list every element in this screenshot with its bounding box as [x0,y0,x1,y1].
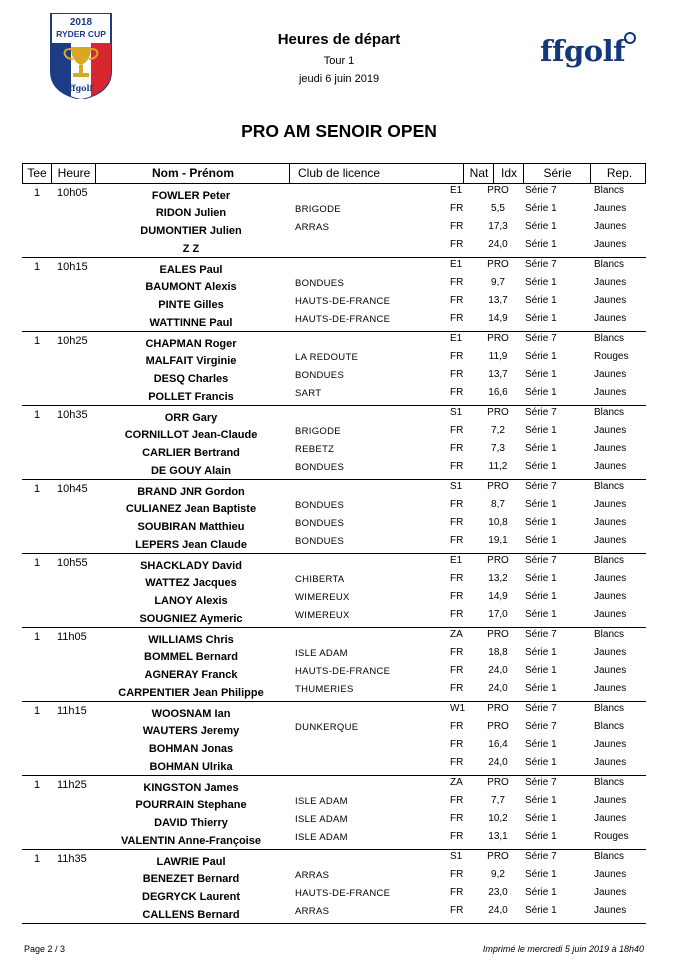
cell-club: REBETZ [295,444,335,455]
cell-rep: Blancs [594,777,625,788]
cell-nat: FR [450,461,464,472]
cell-nat: ZA [450,777,463,788]
col-serie: Série [523,164,591,183]
cell-idx: 23,0 [488,887,508,898]
cell-serie: Série 1 [525,425,557,436]
cell-nat: E1 [450,333,463,344]
cell-idx: 13,7 [488,295,508,306]
cell-rep: Blancs [594,721,625,732]
cell-serie: Série 7 [525,333,557,344]
cell-heure: 11h05 [57,631,87,643]
cell-nom: CULIANEZ Jean Baptiste [125,503,257,515]
cell-club: ARRAS [295,222,330,233]
cell-idx: 17,3 [488,221,508,232]
cell-nat: FR [450,203,464,214]
cell-idx: 24,0 [488,905,508,916]
table-header [22,163,646,184]
cell-rep: Blancs [594,555,625,566]
cell-heure: 11h35 [57,853,87,865]
cell-serie: Série 1 [525,683,557,694]
cell-nat: FR [450,295,464,306]
col-nom: Nom - Prénom [95,164,290,183]
cell-club: BRIGODE [295,204,341,215]
cell-nom: AGNERAY Franck [144,669,238,681]
cell-nom: EALES Paul [159,264,223,276]
cell-idx: 14,9 [488,591,508,602]
cell-nat: FR [450,683,464,694]
cell-serie: Série 1 [525,517,557,528]
cell-nat: FR [450,443,464,454]
cell-rep: Jaunes [594,387,627,398]
round-label: Tour 1 [323,55,355,67]
cell-nat: FR [450,499,464,510]
cell-club: ISLE ADAM [295,814,348,825]
cell-rep: Rouges [594,831,629,842]
cell-rep: Jaunes [594,813,627,824]
cell-nom: POURRAIN Stephane [135,799,247,811]
cell-nom: DESQ Charles [153,373,229,385]
cell-idx: 13,2 [488,573,508,584]
cell-idx: 8,7 [491,499,505,510]
col-tee: Tee [27,166,47,180]
cell-nat: E1 [450,185,463,196]
cell-idx: 13,1 [488,831,508,842]
cell-serie: Série 1 [525,591,557,602]
cell-idx: PRO [487,481,509,492]
cell-nom: WILLIAMS Chris [148,634,234,646]
cell-rep: Jaunes [594,647,627,658]
page-number: Page 2 / 3 [24,944,66,954]
cell-nat: W1 [450,703,465,714]
cell-idx: 19,1 [488,535,508,546]
cell-rep: Jaunes [594,221,627,232]
cell-rep: Jaunes [594,535,627,546]
cell-nom: CHAPMAN Roger [145,338,237,350]
cell-nat: FR [450,665,464,676]
cell-nom: FOWLER Peter [151,190,231,202]
table-row [22,537,646,555]
event-title: PRO AM SENOIR OPEN [241,121,437,141]
cell-nat: FR [450,277,464,288]
cell-nom: BOMMEL Bernard [144,651,238,663]
tee-group [22,628,646,702]
cell-nat: FR [450,573,464,584]
cell-club: BONDUES [295,500,345,511]
cell-club: ISLE ADAM [295,648,348,659]
cell-nat: FR [450,535,464,546]
cell-club: SART [295,388,322,399]
col-idx: Idx [493,164,524,183]
cell-nom: WATTINNE Paul [149,317,233,329]
cell-rep: Jaunes [594,887,627,898]
cell-idx: 7,3 [491,443,505,454]
cell-nom: BENEZET Bernard [142,873,240,885]
tee-group [22,480,646,554]
cell-nom: KINGSTON James [143,782,239,794]
cell-nat: FR [450,887,464,898]
cell-heure: 11h15 [57,705,87,717]
cell-idx: 16,4 [488,739,508,750]
cell-nom: DUMONTIER Julien [140,225,242,237]
cell-nat: E1 [450,259,463,270]
ffgolf-logo-text: ffgolf [540,34,626,68]
cell-idx: PRO [487,851,509,862]
cell-serie: Série 1 [525,869,557,880]
cell-nom: BAUMONT Alexis [145,281,237,293]
table-row [22,685,646,703]
cell-club: BONDUES [295,536,345,547]
cell-idx: 11,9 [488,351,508,362]
cell-tee: 1 [34,557,41,569]
cell-serie: Série 1 [525,277,557,288]
cell-nom: LAWRIE Paul [156,856,226,868]
cell-rep: Jaunes [594,203,627,214]
cell-serie: Série 1 [525,757,557,768]
cell-rep: Jaunes [594,665,627,676]
cell-nom: CARPENTIER Jean Philippe [118,687,264,699]
cell-serie: Série 1 [525,609,557,620]
cell-club: BRIGODE [295,426,341,437]
cell-nom: WOOSNAM Ian [151,708,231,720]
cell-nom: RIDON Julien [155,207,227,219]
col-club: Club de licence [289,164,463,183]
cell-nom: SOUGNIEZ Aymeric [139,613,243,625]
tee-group [22,184,646,258]
cell-nom: LEPERS Jean Claude [135,539,247,551]
cell-idx: PRO [487,721,509,732]
cell-serie: Série 1 [525,221,557,232]
cell-serie: Série 1 [525,887,557,898]
cell-nat: S1 [450,407,463,418]
cell-nat: FR [450,721,464,732]
cell-idx: 10,2 [488,813,508,824]
cell-serie: Série 1 [525,313,557,324]
cell-tee: 1 [34,261,41,273]
cell-nom: WATTEZ Jacques [145,577,237,589]
cell-idx: 14,9 [488,313,508,324]
cell-serie: Série 7 [525,259,557,270]
cell-idx: PRO [487,555,509,566]
cell-rep: Blancs [594,481,625,492]
cell-idx: 9,7 [491,277,505,288]
cell-idx: 13,7 [488,369,508,380]
cell-nat: FR [450,905,464,916]
cell-idx: 24,0 [488,239,508,250]
cell-idx: 7,7 [491,795,505,806]
cell-serie: Série 1 [525,369,557,380]
registered-icon [624,32,636,44]
tee-group [22,332,646,406]
cell-serie: Série 1 [525,239,557,250]
cell-serie: Série 7 [525,555,557,566]
cell-rep: Jaunes [594,369,627,380]
cell-club: BONDUES [295,370,345,381]
cell-serie: Série 1 [525,461,557,472]
cell-tee: 1 [34,335,41,347]
cell-idx: PRO [487,703,509,714]
cell-nat: E1 [450,555,463,566]
cell-club: DUNKERQUE [295,722,359,733]
cell-idx: 24,0 [488,665,508,676]
cell-nom: BOHMAN Jonas [148,743,234,755]
cell-nom: BRAND JNR Gordon [137,486,245,498]
document-header [200,30,478,87]
cell-serie: Série 1 [525,203,557,214]
cell-serie: Série 1 [525,831,557,842]
cell-rep: Blancs [594,333,625,344]
cell-nat: FR [450,239,464,250]
cell-nat: S1 [450,481,463,492]
cell-rep: Jaunes [594,425,627,436]
cell-nat: FR [450,869,464,880]
col-nat: Nat [463,164,494,183]
cell-tee: 1 [34,705,41,717]
cell-club: HAUTS-DE-FRANCE [295,314,391,325]
cell-heure: 10h55 [57,557,88,569]
cell-rep: Jaunes [594,795,627,806]
page-title: Heures de départ [277,31,401,48]
cell-idx: 24,0 [488,757,508,768]
table-row [22,389,646,407]
cell-nom: CALLENS Bernard [142,909,240,921]
cell-rep: Jaunes [594,461,627,472]
cell-nom: PINTE Gilles [158,299,224,311]
table-row [22,907,646,925]
tee-group [22,406,646,480]
cell-rep: Jaunes [594,443,627,454]
cell-nom: VALENTIN Anne-Françoise [121,835,261,847]
cell-tee: 1 [34,853,41,865]
cell-club: HAUTS-DE-FRANCE [295,666,391,677]
table-row [22,315,646,333]
cell-serie: Série 1 [525,795,557,806]
cell-idx: 7,2 [491,425,505,436]
cell-serie: Série 1 [525,739,557,750]
cell-serie: Série 7 [525,629,557,640]
cell-tee: 1 [34,779,41,791]
cell-nat: S1 [450,851,463,862]
cell-club: WIMEREUX [295,592,350,603]
cell-rep: Jaunes [594,869,627,880]
cell-idx: 18,8 [488,647,508,658]
cell-nom: DAVID Thierry [154,817,228,829]
print-date: Imprimé le mercredi 5 juin 2019 à 18h40 [482,944,644,954]
cell-nom: CORNILLOT Jean-Claude [124,429,258,441]
start-times-table [22,184,646,924]
cell-heure: 10h25 [57,335,88,347]
cell-nat: FR [450,647,464,658]
cell-nom: BOHMAN Ulrika [149,761,233,773]
cell-idx: PRO [487,333,509,344]
cell-nat: FR [450,425,464,436]
cell-club: ISLE ADAM [295,796,348,807]
cell-serie: Série 7 [525,185,557,196]
cell-nom: DEGRYCK Laurent [142,891,240,903]
cell-nat: ZA [450,629,463,640]
cell-nom: SOUBIRAN Matthieu [137,521,245,533]
cell-serie: Série 1 [525,295,557,306]
cell-tee: 1 [34,409,41,421]
cell-serie: Série 7 [525,481,557,492]
cell-nom: WAUTERS Jeremy [142,725,240,737]
cell-nom: SHACKLADY David [140,560,242,572]
cell-nat: FR [450,387,464,398]
tee-group [22,702,646,776]
cell-idx: PRO [487,629,509,640]
cell-idx: PRO [487,777,509,788]
cell-rep: Jaunes [594,591,627,602]
cell-nat: FR [450,831,464,842]
tee-group [22,776,646,850]
cell-serie: Série 1 [525,535,557,546]
cell-nat: FR [450,813,464,824]
ryder-cup-org: ffgolf [69,83,93,93]
cell-club: ISLE ADAM [295,832,348,843]
cell-rep: Rouges [594,351,629,362]
cell-nat: FR [450,351,464,362]
cell-club: BONDUES [295,518,345,529]
cell-rep: Jaunes [594,517,627,528]
cell-club: ARRAS [295,870,330,881]
cell-serie: Série 7 [525,721,557,732]
cell-serie: Série 7 [525,777,557,788]
cell-club: HAUTS-DE-FRANCE [295,296,391,307]
cell-club: HAUTS-DE-FRANCE [295,888,391,899]
cell-rep: Jaunes [594,239,627,250]
cell-idx: 17,0 [488,609,508,620]
cell-rep: Jaunes [594,313,627,324]
table-row [22,463,646,481]
cell-serie: Série 7 [525,851,557,862]
cell-nom: Z Z [182,243,200,255]
cell-nom: DE GOUY Alain [150,465,232,477]
cell-club: LA REDOUTE [295,352,359,363]
cell-idx: 10,8 [488,517,508,528]
cell-heure: 10h05 [57,187,88,199]
tee-group [22,258,646,332]
table-row [22,759,646,777]
cell-rep: Blancs [594,851,625,862]
cell-rep: Jaunes [594,905,627,916]
cell-nom: POLLET Francis [148,391,234,403]
cell-rep: Jaunes [594,683,627,694]
cell-serie: Série 7 [525,703,557,714]
cell-heure: 10h15 [57,261,88,273]
cell-club: BONDUES [295,278,345,289]
cell-nat: FR [450,795,464,806]
cell-club: THUMERIES [295,684,354,695]
cell-serie: Série 1 [525,351,557,362]
cell-nom: MALFAIT Virginie [145,355,237,367]
cell-rep: Blancs [594,185,625,196]
cell-rep: Jaunes [594,609,627,620]
cell-rep: Jaunes [594,295,627,306]
cell-tee: 1 [34,187,41,199]
cell-nat: FR [450,739,464,750]
cell-club: ARRAS [295,906,330,917]
cell-nat: FR [450,221,464,232]
cell-club: CHIBERTA [295,574,345,585]
cell-nat: FR [450,757,464,768]
ryder-cup-logo [49,13,113,99]
tee-group [22,554,646,628]
cell-serie: Série 1 [525,387,557,398]
cell-nom: CARLIER Bertrand [142,447,240,459]
cell-tee: 1 [34,631,41,643]
cell-serie: Série 1 [525,573,557,584]
cell-idx: 24,0 [488,683,508,694]
cell-rep: Jaunes [594,499,627,510]
col-heure: Heure [51,164,96,183]
cell-idx: PRO [487,185,509,196]
tee-group [22,850,646,924]
cell-idx: 11,2 [488,461,508,472]
cell-club: BONDUES [295,462,345,473]
cell-serie: Série 1 [525,905,557,916]
cell-rep: Blancs [594,629,625,640]
cell-nat: FR [450,517,464,528]
cell-idx: PRO [487,407,509,418]
cell-rep: Jaunes [594,739,627,750]
cell-idx: 5,5 [491,203,505,214]
cell-serie: Série 1 [525,443,557,454]
cell-nom: ORR Gary [164,412,218,424]
cell-idx: 9,2 [491,869,505,880]
cell-rep: Blancs [594,259,625,270]
cell-club: WIMEREUX [295,610,350,621]
cell-heure: 10h35 [57,409,88,421]
cell-idx: PRO [487,259,509,270]
cell-nat: FR [450,609,464,620]
cell-heure: 11h25 [57,779,87,791]
cell-serie: Série 7 [525,407,557,418]
cell-tee: 1 [34,483,41,495]
cell-serie: Série 1 [525,665,557,676]
table-row [22,241,646,259]
cell-rep: Blancs [594,407,625,418]
cell-nat: FR [450,591,464,602]
cell-nat: FR [450,369,464,380]
cell-rep: Jaunes [594,277,627,288]
cell-rep: Blancs [594,703,625,714]
table-row [22,833,646,851]
cell-rep: Jaunes [594,757,627,768]
table-row [22,611,646,629]
cell-heure: 10h45 [57,483,88,495]
cell-serie: Série 1 [525,499,557,510]
cell-nom: LANOY Alexis [154,595,228,607]
col-rep: Rep. [590,164,648,183]
date-label: jeudi 6 juin 2019 [298,73,380,85]
ffgolf-logo [540,34,625,68]
cell-serie: Série 1 [525,647,557,658]
cell-nat: FR [450,313,464,324]
cell-rep: Jaunes [594,573,627,584]
ryder-cup-year: 2018 [69,17,93,28]
ryder-cup-name: RYDER CUP [56,29,106,39]
cell-serie: Série 1 [525,813,557,824]
cell-idx: 16,6 [488,387,508,398]
